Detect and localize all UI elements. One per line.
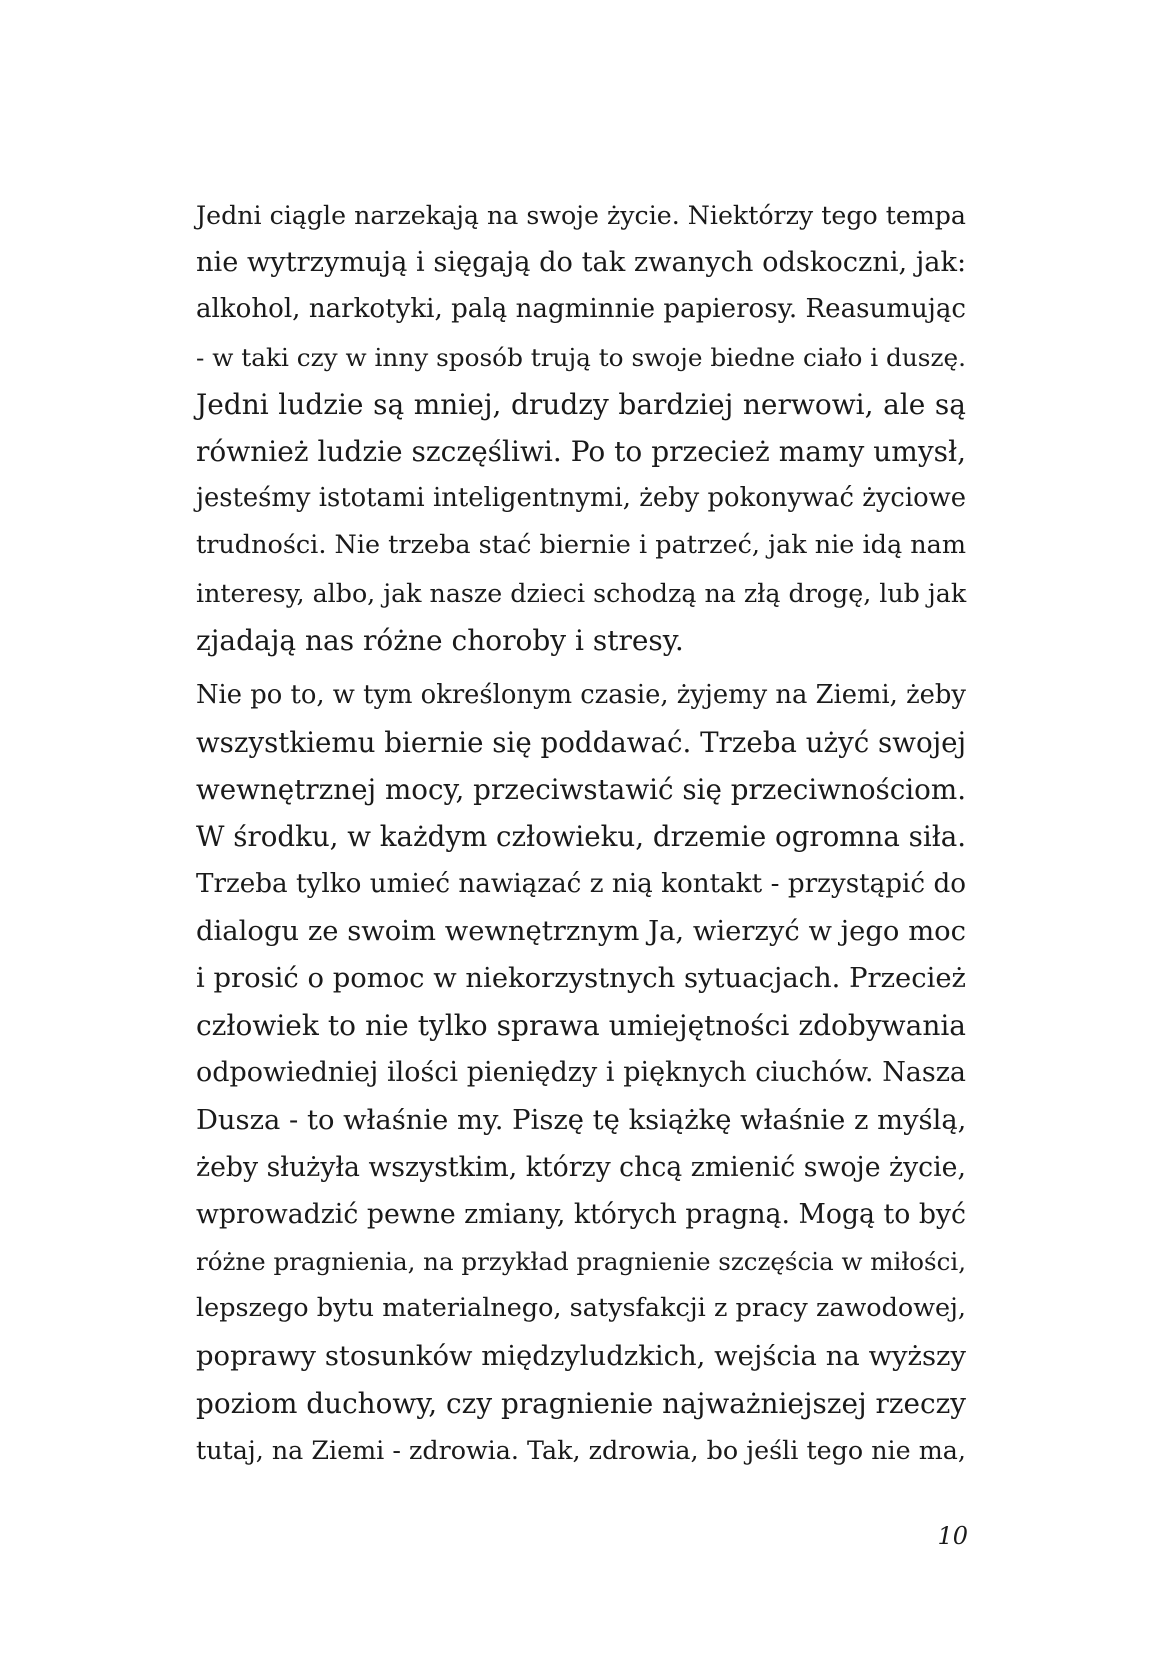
text-line: człowiek to nie tylko sprawa umiejętności zdobywania <box>196 1009 966 1043</box>
body-text <box>196 192 966 1474</box>
text-line: wprowadzić pewne zmiany, których pragną. Mogą to być <box>196 1198 966 1230</box>
text-line: zjadają nas różne choroby i stresy. <box>196 623 684 657</box>
text-line: Jedni ludzie są mniej, drudzy bardziej nerwowi, ale są <box>196 387 966 421</box>
text-line: wewnętrznej mocy, przeciwstawić się przeciwnościom. <box>196 773 967 807</box>
text-line: W środku, w każdym człowieku, drzemie ogromna siła. <box>196 820 966 854</box>
page-number: 10 <box>937 1522 968 1550</box>
text-line: poprawy stosunków międzyludzkich, wejścia na wyższy <box>196 1340 966 1372</box>
text-line: - w taki czy w inny sposób trują to swoje biedne ciało i duszę. <box>196 342 966 372</box>
text-line: i prosić o pomoc w niekorzystnych sytuacjach. Przecież <box>196 963 966 994</box>
text-line: odpowiedniej ilości pieniędzy i pięknych ciuchów. Nasza <box>196 1057 966 1089</box>
text-line: dialogu ze swoim wewnętrznym Ja, wierzyć w jego moc <box>196 915 966 947</box>
text-line: również ludzie szczęśliwi. Po to przecież mamy umysł, <box>196 434 966 468</box>
text-line: różne pragnienia, na przykład pragnienie szczęścia w miłości, <box>196 1247 966 1277</box>
text-line: nie wytrzymują i sięgają do tak zwanych odskoczni, jak: <box>196 247 967 279</box>
text-line: Nie po to, w tym określonym czasie, żyjemy na Ziemi, żeby <box>196 679 966 710</box>
text-line: Trzeba tylko umieć nawiązać z nią kontakt - przystąpić do <box>196 868 966 899</box>
text-line: poziom duchowy, czy pragnienie najważniejszej rzeczy <box>196 1386 966 1420</box>
text-line: alkohol, narkotyki, palą nagminnie papierosy. Reasumując <box>196 294 966 325</box>
text-line: lepszego bytu materialnego, satysfakcji z pracy zawodowej, <box>196 1293 966 1324</box>
text-line: Dusza - to właśnie my. Piszę tę książkę właśnie z myślą, <box>196 1104 967 1136</box>
paragraph-1 <box>196 192 966 664</box>
text-line: żeby służyła wszystkim, którzy chcą zmienić swoje życie, <box>196 1151 966 1183</box>
text-line: trudności. Nie trzeba stać biernie i patrzeć, jak nie idą nam <box>196 530 966 561</box>
text-line: Jedni ciągle narzekają na swoje życie. Niektórzy tego tempa <box>196 201 966 230</box>
text-line: tutaj, na Ziemi - zdrowia. Tak, zdrowia, bo jeśli tego nie ma, <box>196 1434 966 1465</box>
text-line: jesteśmy istotami inteligentnymi, żeby pokonywać życiowe <box>196 483 966 514</box>
paragraph-2 <box>196 672 966 1474</box>
text-line: wszystkiemu biernie się poddawać. Trzeba użyć swojej <box>196 726 967 760</box>
text-line: interesy, albo, jak nasze dzieci schodzą na złą drogę, lub jak <box>196 578 967 608</box>
